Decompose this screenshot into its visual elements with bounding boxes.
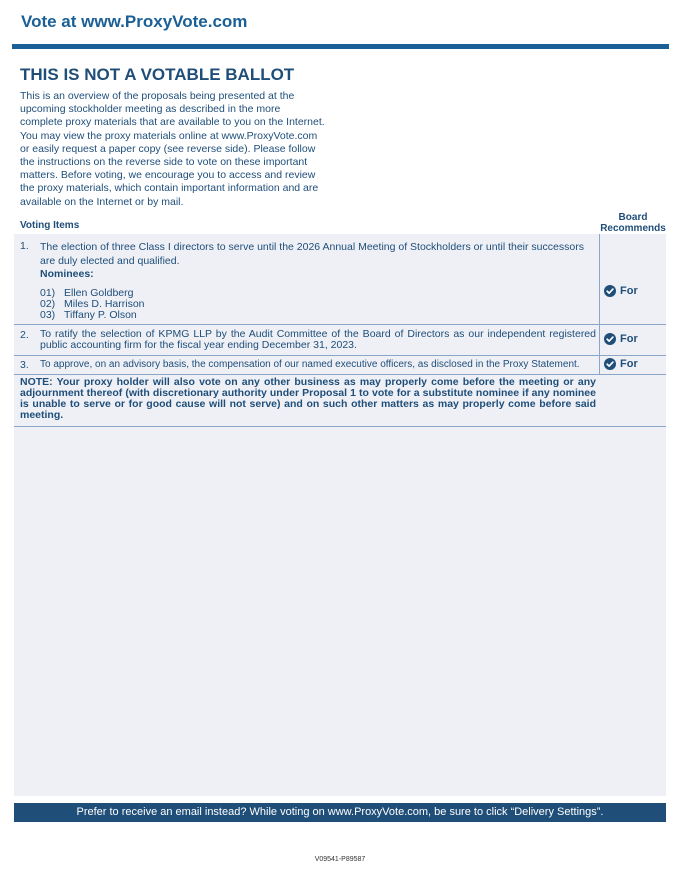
item-text-line: are duly elected and qualified. xyxy=(40,255,180,267)
nominee-number: 03) xyxy=(40,309,56,321)
item-number: 2. xyxy=(20,329,29,341)
check-circle-icon xyxy=(604,358,616,370)
note-body: : Your proxy holder will also vote on any other business as may properly come before the meeting or any adjournment thereof (with discretionary authority under Proposal 1 to vote for a substitute nominee if any nominee is unable to serve or for good cause will not serve) and on such other matters as may properly come before said meeting. xyxy=(20,376,596,421)
nominee-number: 02) xyxy=(40,298,56,310)
recommendation-label: For xyxy=(620,358,638,370)
nominee-name: Miles D. Harrison xyxy=(64,298,145,310)
board-recommendation xyxy=(604,285,638,297)
email-delivery-banner: Prefer to receive an email instead? While voting on www.ProxyVote.com, be sure to click “Delivery Settings”. xyxy=(14,803,666,822)
intro-line: This is an overview of the proposals being presented at the xyxy=(20,90,295,102)
intro-line: the proxy materials, which contain important information and are xyxy=(20,182,319,195)
intro-line: You may view the proxy materials online at www.ProxyVote.com xyxy=(20,129,318,142)
item-number: 3. xyxy=(20,359,29,371)
intro-line: matters. Before voting, we encourage you to access and review xyxy=(20,169,316,182)
intro-paragraph xyxy=(20,90,340,209)
column-divider xyxy=(599,355,600,374)
board-recommends-header xyxy=(598,212,668,234)
note-text xyxy=(20,377,596,421)
intro-line: or easily request a paper copy (see reverse side). Please follow xyxy=(20,142,316,155)
board-recommendation xyxy=(604,333,638,345)
board-header-line: Board xyxy=(618,212,648,223)
nominee-name: Tiffany P. Olson xyxy=(64,309,137,321)
column-divider xyxy=(599,324,600,355)
intro-line: available on the Internet or by mail. xyxy=(20,195,184,208)
voting-item-2 xyxy=(14,324,666,356)
nominees-label: Nominees: xyxy=(40,268,94,280)
item-text: To approve, on an advisory basis, the compensation of our named executive officers, as disclosed in the Proxy Statement. xyxy=(40,359,580,370)
nominee-name: Ellen Goldberg xyxy=(64,287,134,299)
recommendation-label: For xyxy=(620,333,638,345)
header-title: Vote at www.ProxyVote.com xyxy=(21,12,248,31)
board-header-line: Recommends xyxy=(600,223,666,234)
note-label: NOTE xyxy=(20,376,50,388)
check-circle-icon xyxy=(604,285,616,297)
item-text: To ratify the selection of KPMG LLP by the Audit Committee of the Board of Directors as our independent registered public accounting firm for the fiscal year ending December 31, 2023. xyxy=(40,328,596,351)
page-title: THIS IS NOT A VOTABLE BALLOT xyxy=(20,65,295,84)
check-circle-icon xyxy=(604,333,616,345)
intro-line: complete proxy materials that are available to you on the Internet. xyxy=(20,116,325,129)
item-text xyxy=(40,240,596,268)
voting-item-3 xyxy=(14,355,666,375)
recommendation-label: For xyxy=(620,285,638,297)
document-code: V09541-P89587 xyxy=(314,856,366,863)
voting-items-header: Voting Items xyxy=(20,220,80,231)
nominee xyxy=(40,309,137,321)
item-text-line: The election of three Class I directors to serve until the 2026 Annual Meeting of Stockholders or until their successors xyxy=(40,241,584,253)
item-number: 1. xyxy=(20,240,29,252)
board-recommendation xyxy=(604,358,638,370)
intro-line: the instructions on the reverse side to vote on these important xyxy=(20,156,308,169)
header-rule xyxy=(12,44,669,49)
nominee-number: 01) xyxy=(40,287,56,299)
intro-line: upcoming stockholder meeting as described in the more xyxy=(20,103,281,116)
voting-item-1 xyxy=(14,234,666,325)
column-divider xyxy=(599,234,600,324)
note-divider xyxy=(14,426,666,427)
